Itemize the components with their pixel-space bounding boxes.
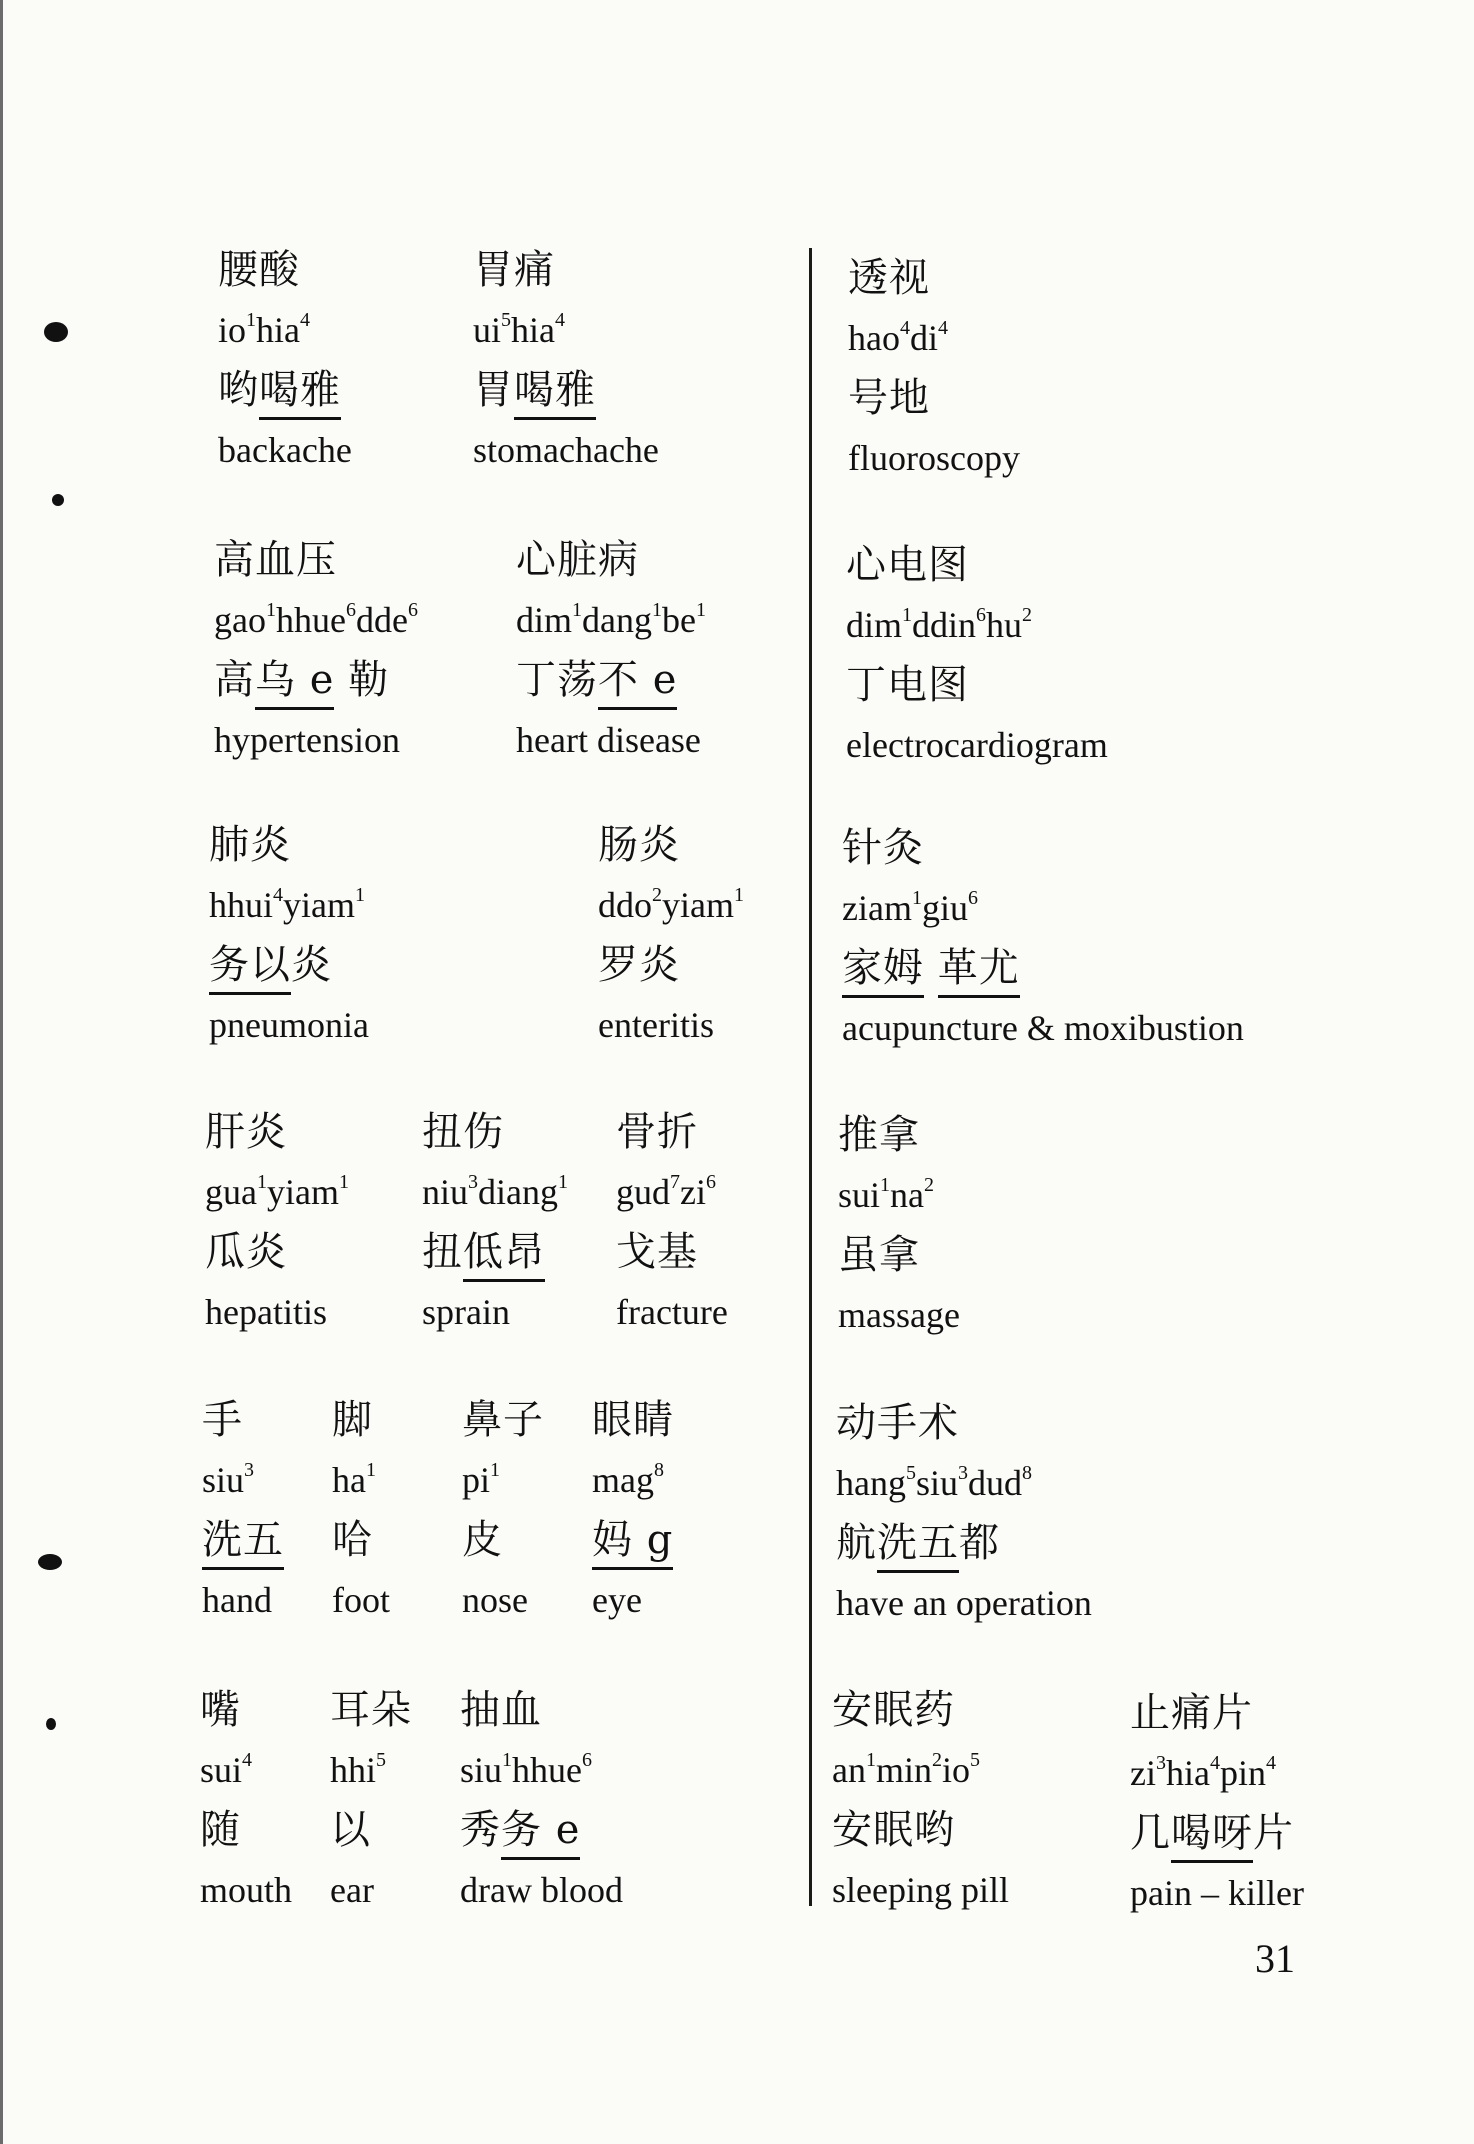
vocab-entry <box>460 1680 623 1920</box>
syllable: mag <box>592 1460 654 1500</box>
chinese-term: 推拿 <box>838 1112 920 1158</box>
english-gloss: sprain <box>422 1292 510 1332</box>
syllable: hu <box>986 605 1023 645</box>
syllable: diang <box>478 1172 558 1212</box>
homophone-part: 航 <box>836 1520 877 1566</box>
tone-mark: 6 <box>345 599 356 621</box>
syllable: gao <box>214 600 266 640</box>
tone-mark: 2 <box>652 884 662 906</box>
vocab-entry <box>330 1680 412 1920</box>
tone-mark: 1 <box>265 599 276 621</box>
homophone-guide <box>202 1510 284 1570</box>
homophone-underlined: 喝呀 <box>1171 1810 1253 1863</box>
tone-mark: 3 <box>468 1171 479 1193</box>
vocab-entry <box>209 815 369 1055</box>
homophone-underlined: 喝雅 <box>259 367 341 420</box>
tone-mark: 1 <box>365 1459 376 1481</box>
ink-blot <box>52 494 64 506</box>
syllable: yiam <box>266 1172 339 1212</box>
vocab-entry <box>218 240 352 480</box>
chinese-term: 透视 <box>848 255 930 301</box>
syllable: hhue <box>512 1750 582 1790</box>
syllable: io <box>942 1750 971 1790</box>
chinese-term: 肝炎 <box>205 1109 287 1155</box>
homophone-underlined: 洗五 <box>202 1517 284 1570</box>
chinese-term: 脚 <box>332 1397 373 1443</box>
english-gloss: hypertension <box>214 720 400 760</box>
vocab-entry <box>473 240 659 480</box>
homophone-guide <box>1130 1803 1304 1863</box>
english-gloss: pain – killer <box>1130 1873 1304 1913</box>
vocab-entry <box>848 248 1020 488</box>
tone-mark: 4 <box>273 884 284 906</box>
homophone-part: 胃 <box>473 367 514 413</box>
homophone-part: 瓜炎 <box>205 1229 287 1275</box>
english-gloss: have an operation <box>836 1583 1092 1623</box>
chinese-term: 动手术 <box>836 1400 959 1446</box>
romanization <box>848 308 1020 368</box>
homophone-guide <box>205 1222 349 1282</box>
romanization <box>846 595 1108 655</box>
homophone-guide <box>832 1800 1009 1860</box>
homophone-part <box>924 945 938 991</box>
vocab-entry <box>842 818 1244 1058</box>
chinese-term: 眼睛 <box>592 1397 674 1443</box>
homophone-guide <box>848 368 1020 428</box>
chinese-term: 胃痛 <box>473 247 555 293</box>
vocab-entry <box>214 530 418 770</box>
chinese-term: 骨折 <box>616 1109 698 1155</box>
romanization <box>422 1162 568 1222</box>
syllable: hhui <box>209 885 274 925</box>
chinese-term: 鼻子 <box>462 1397 544 1443</box>
romanization <box>330 1740 412 1800</box>
syllable: gua <box>205 1172 257 1212</box>
homophone-part: 勒 <box>334 657 390 703</box>
tone-mark: 6 <box>976 604 987 626</box>
romanization <box>218 300 352 360</box>
syllable: ha <box>332 1460 366 1500</box>
ink-blot <box>46 1718 56 1730</box>
syllable: min <box>875 1750 932 1790</box>
homophone-guide <box>836 1513 1092 1573</box>
syllable: dud <box>968 1463 1022 1503</box>
vocab-entry <box>202 1390 284 1630</box>
page-edge <box>0 0 3 2144</box>
romanization <box>832 1740 1009 1800</box>
english-gloss: sleeping pill <box>832 1870 1009 1910</box>
tone-mark: 1 <box>246 309 257 331</box>
syllable: ui <box>473 310 502 350</box>
homophone-underlined: 喝雅 <box>514 367 596 420</box>
syllable: sui <box>838 1175 881 1215</box>
vocab-entry <box>598 815 744 1055</box>
homophone-guide <box>846 655 1108 715</box>
tone-mark: 2 <box>924 1174 934 1196</box>
page-number: 31 <box>1255 1936 1295 1981</box>
homophone-part: 虽拿 <box>838 1232 920 1278</box>
homophone-guide <box>218 360 352 420</box>
tone-mark: 1 <box>911 887 922 909</box>
chinese-term: 止痛片 <box>1130 1690 1253 1736</box>
english-gloss: backache <box>218 430 352 470</box>
romanization <box>214 590 418 650</box>
homophone-part: 随 <box>200 1807 241 1853</box>
tone-mark: 4 <box>555 309 565 331</box>
chinese-term: 心脏病 <box>516 537 639 583</box>
syllable: ddo <box>598 885 652 925</box>
tone-mark: 1 <box>865 1749 876 1771</box>
chinese-term: 肺炎 <box>209 822 291 868</box>
homophone-part: 罗炎 <box>598 942 680 988</box>
english-gloss: fracture <box>616 1292 728 1332</box>
syllable: yiam <box>662 885 734 925</box>
vocab-entry <box>846 535 1108 775</box>
tone-mark: 4 <box>899 317 910 339</box>
chinese-term: 扭伤 <box>422 1109 504 1155</box>
vocab-entry <box>516 530 706 770</box>
homophone-guide <box>842 938 1244 998</box>
homophone-part: 炎 <box>291 942 332 988</box>
english-gloss: enteritis <box>598 1005 714 1045</box>
english-gloss: foot <box>332 1580 390 1620</box>
homophone-guide <box>462 1510 544 1570</box>
tone-mark: 3 <box>958 1462 968 1484</box>
vocab-entry <box>832 1680 1009 1920</box>
english-gloss: fluoroscopy <box>848 438 1020 478</box>
chinese-term: 手 <box>202 1397 243 1443</box>
tone-mark: 1 <box>338 1171 349 1193</box>
homophone-guide <box>592 1510 674 1570</box>
syllable: di <box>909 318 938 358</box>
tone-mark: 1 <box>256 1171 267 1193</box>
syllable: pi <box>462 1460 491 1500</box>
homophone-guide <box>332 1510 390 1570</box>
vocab-entry <box>616 1102 728 1342</box>
chinese-term: 腰酸 <box>218 247 300 293</box>
tone-mark: 5 <box>501 309 512 331</box>
tone-mark: 1 <box>572 599 583 621</box>
homophone-part: 皮 <box>462 1517 503 1563</box>
homophone-part: 片 <box>1253 1810 1294 1856</box>
syllable: siu <box>460 1750 503 1790</box>
tone-mark: 5 <box>905 1462 916 1484</box>
homophone-guide <box>214 650 418 710</box>
tone-mark: 1 <box>880 1174 891 1196</box>
english-gloss: electrocardiogram <box>846 725 1108 765</box>
homophone-guide <box>616 1222 728 1282</box>
syllable: siu <box>915 1463 958 1503</box>
homophone-underlined: 家姆 <box>842 945 924 998</box>
tone-mark: 1 <box>490 1459 501 1481</box>
syllable: hia <box>511 310 555 350</box>
syllable: siu <box>202 1460 245 1500</box>
chinese-term: 耳朵 <box>330 1687 412 1733</box>
english-gloss: draw blood <box>460 1870 623 1910</box>
tone-mark: 6 <box>967 887 978 909</box>
homophone-underlined: 革尤 <box>938 945 1020 998</box>
english-gloss: nose <box>462 1580 528 1620</box>
english-gloss: hepatitis <box>205 1292 327 1332</box>
tone-mark: 6 <box>407 599 418 621</box>
ink-blot <box>44 322 68 342</box>
syllable: niu <box>422 1172 469 1212</box>
tone-mark: 3 <box>1155 1752 1166 1774</box>
tone-mark: 1 <box>558 1171 568 1193</box>
tone-mark: 1 <box>733 884 744 906</box>
tone-mark: 7 <box>670 1171 680 1193</box>
homophone-guide <box>473 360 659 420</box>
tone-mark: 5 <box>970 1749 981 1771</box>
syllable: giu <box>921 888 968 928</box>
homophone-part: 安眠哟 <box>832 1807 955 1853</box>
homophone-guide <box>598 935 744 995</box>
tone-mark: 6 <box>705 1171 716 1193</box>
romanization <box>462 1450 544 1510</box>
tone-mark: 3 <box>244 1459 255 1481</box>
romanization <box>516 590 706 650</box>
syllable: an <box>832 1750 866 1790</box>
vocab-entry <box>838 1105 960 1345</box>
homophone-part: 扭 <box>422 1229 463 1275</box>
homophone-part: 高 <box>214 657 255 703</box>
tone-mark: 5 <box>376 1749 387 1771</box>
vocab-entry <box>200 1680 292 1920</box>
homophone-guide <box>516 650 706 710</box>
homophone-underlined: 务 e <box>501 1807 580 1860</box>
homophone-part: 几 <box>1130 1810 1171 1856</box>
tone-mark: 4 <box>242 1749 253 1771</box>
vocab-entry <box>836 1393 1092 1633</box>
tone-mark: 6 <box>582 1749 592 1771</box>
chinese-term: 抽血 <box>460 1687 542 1733</box>
romanization <box>838 1165 960 1225</box>
syllable: dde <box>355 600 408 640</box>
syllable: zi <box>680 1172 706 1212</box>
homophone-guide <box>330 1800 412 1860</box>
english-gloss: ear <box>330 1870 374 1910</box>
tone-mark: 1 <box>902 604 913 626</box>
romanization <box>598 875 744 935</box>
romanization <box>200 1740 292 1800</box>
romanization <box>205 1162 349 1222</box>
chinese-term: 嘴 <box>200 1687 241 1733</box>
homophone-guide <box>422 1222 568 1282</box>
romanization <box>1130 1743 1304 1803</box>
homophone-part: 哈 <box>332 1517 373 1563</box>
vocab-entry <box>1130 1683 1304 1923</box>
vocab-entry <box>462 1390 544 1630</box>
syllable: hia <box>256 310 300 350</box>
syllable: pin <box>1219 1753 1266 1793</box>
romanization <box>332 1450 390 1510</box>
syllable: hhi <box>330 1750 377 1790</box>
romanization <box>460 1740 623 1800</box>
tone-mark: 4 <box>1265 1752 1276 1774</box>
syllable: zi <box>1130 1753 1156 1793</box>
romanization <box>616 1162 728 1222</box>
english-gloss: mouth <box>200 1870 293 1910</box>
syllable: dang <box>582 600 652 640</box>
tone-mark: 4 <box>1209 1752 1220 1774</box>
syllable: hia <box>1165 1753 1210 1793</box>
column-divider <box>809 248 812 1906</box>
homophone-underlined: 务以 <box>209 942 291 995</box>
english-gloss: heart disease <box>516 720 701 760</box>
homophone-underlined: 洗五 <box>877 1520 959 1573</box>
homophone-guide <box>460 1800 623 1860</box>
romanization <box>202 1450 284 1510</box>
english-gloss: eye <box>592 1580 642 1620</box>
homophone-part: 哟 <box>218 367 259 413</box>
homophone-guide <box>838 1225 960 1285</box>
syllable: be <box>662 600 696 640</box>
syllable: ziam <box>842 888 912 928</box>
homophone-underlined: 妈 g <box>592 1517 673 1570</box>
romanization <box>209 875 369 935</box>
tone-mark: 4 <box>938 317 948 339</box>
homophone-part: 都 <box>959 1520 1000 1566</box>
tone-mark: 2 <box>1022 604 1033 626</box>
homophone-underlined: 不 e <box>598 657 677 710</box>
homophone-guide <box>209 935 369 995</box>
chinese-term: 安眠药 <box>832 1687 955 1733</box>
homophone-part: 秀 <box>460 1807 501 1853</box>
english-gloss: acupuncture & moxibustion <box>842 1008 1244 1048</box>
syllable: na <box>890 1175 924 1215</box>
homophone-part: 以 <box>330 1807 371 1853</box>
syllable: io <box>218 310 247 350</box>
english-gloss: stomachache <box>473 430 659 470</box>
syllable: dim <box>516 600 573 640</box>
syllable: gud <box>616 1172 670 1212</box>
tone-mark: 4 <box>300 309 310 331</box>
tone-mark: 1 <box>502 1749 513 1771</box>
chinese-term: 心电图 <box>846 542 969 588</box>
english-gloss: hand <box>202 1580 272 1620</box>
syllable: yiam <box>283 885 355 925</box>
homophone-underlined: 低昂 <box>463 1229 545 1282</box>
homophone-part: 号地 <box>848 375 930 421</box>
vocab-entry <box>422 1102 568 1342</box>
vocab-entry <box>592 1390 674 1630</box>
romanization <box>842 878 1244 938</box>
english-gloss: massage <box>838 1295 960 1335</box>
homophone-part: 戈基 <box>616 1229 698 1275</box>
homophone-part: 丁电图 <box>846 662 969 708</box>
chinese-term: 高血压 <box>214 537 337 583</box>
syllable: hhue <box>275 600 346 640</box>
romanization <box>592 1450 674 1510</box>
homophone-part: 丁荡 <box>516 657 598 703</box>
chinese-term: 肠炎 <box>598 822 680 868</box>
syllable: dim <box>846 605 903 645</box>
homophone-underlined: 乌 e <box>255 657 334 710</box>
romanization <box>836 1453 1092 1513</box>
syllable: hao <box>848 318 900 358</box>
tone-mark: 8 <box>1022 1462 1032 1484</box>
english-gloss: pneumonia <box>209 1005 369 1045</box>
tone-mark: 1 <box>695 599 706 621</box>
chinese-term: 针灸 <box>842 825 924 871</box>
tone-mark: 1 <box>355 884 365 906</box>
tone-mark: 1 <box>652 599 662 621</box>
syllable: hang <box>836 1463 906 1503</box>
tone-mark: 2 <box>932 1749 942 1771</box>
tone-mark: 8 <box>653 1459 664 1481</box>
romanization <box>473 300 659 360</box>
syllable: sui <box>200 1750 243 1790</box>
vocab-entry <box>332 1390 390 1630</box>
ink-blot <box>38 1554 62 1570</box>
syllable: ddin <box>912 605 977 645</box>
homophone-guide <box>200 1800 292 1860</box>
vocab-entry <box>205 1102 349 1342</box>
